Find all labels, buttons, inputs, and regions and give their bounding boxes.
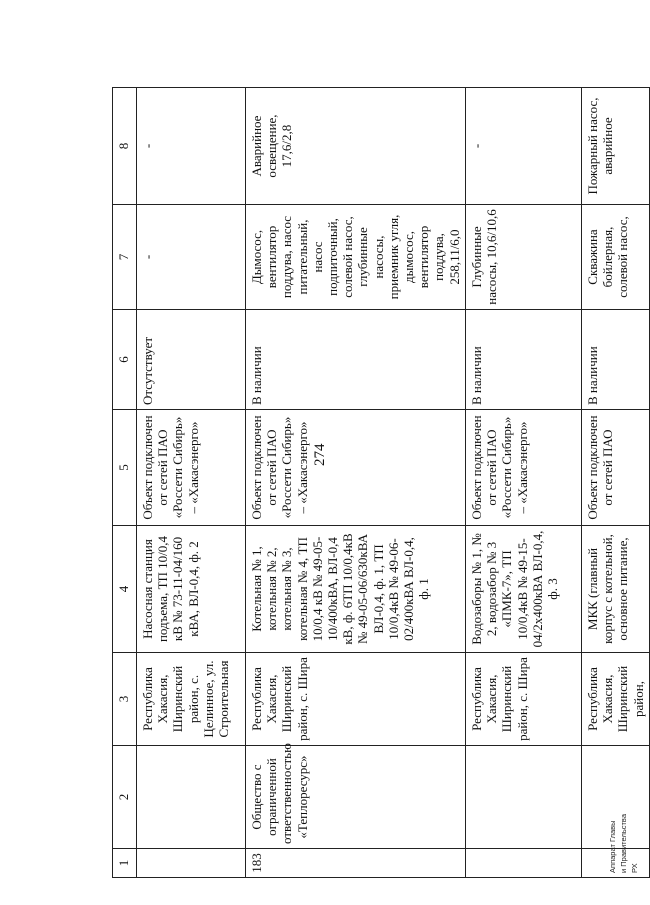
table-row [466, 88, 582, 878]
availability-cell: В наличии [246, 310, 466, 410]
connection-cell: Объект подключен от сетей ПАО «Россети Сибирь» – «Хакасэнерго» [466, 410, 582, 526]
header-cell: 3 [113, 653, 137, 746]
address-cell: Республика Хакасия, Ширинский район, [582, 653, 650, 746]
address-cell: Республика Хакасия, Ширинский район, с. Шира [466, 653, 582, 746]
organization-cell [137, 746, 246, 849]
header-cell: 4 [113, 526, 137, 653]
page-number: 274 [312, 443, 328, 466]
stamp-line: и Правительства РХ [619, 814, 639, 873]
connection-cell: Объект подключен от сетей ПАО «Россети Сибирь» – «Хакасэнерго» [137, 410, 246, 526]
document-table [112, 87, 650, 878]
connection-cell: Объект подключен от сетей ПАО «Россети Сибирь» – «Хакасэнерго» [246, 410, 466, 526]
object-cell: Водозаборы № 1, № 2, водозабор № 3 «ПМК-7», ТП 10/0,4кВ № 49-15-04/2х400кВА ВЛ-0,4, ф. 3 [466, 526, 582, 653]
header-cell: 5 [113, 410, 137, 526]
availability-cell: В наличии [582, 310, 650, 410]
emergency-cell: - [137, 88, 246, 205]
table-row [582, 88, 650, 878]
address-cell: Республика Хакасия, Ширинский район, с. Шира [246, 653, 466, 746]
availability-cell: Отсутствует [137, 310, 246, 410]
table-row [246, 88, 466, 878]
organization-cell: Общество с ограниченной ответственностью «Теплоресурс» [246, 746, 466, 849]
table-header-row [113, 88, 137, 878]
header-cell: 2 [113, 746, 137, 849]
header-cell: 1 [113, 849, 137, 878]
registration-stamp [607, 807, 639, 873]
emergency-cell: Аварийное освещение, 17,6/2,8 [246, 88, 466, 205]
object-cell: МКК (главный корпус с котельной, основное питание, [582, 526, 650, 653]
object-cell: Котельная № 1, котельная № 2, котельная № 3, котельная № 4, ТП 10/0,4 кВ № 49-05-10/400кВА, ВЛ-0,4 кВ, ф. 6ТП 10/0,4кВ № 49-05-06/630кВА ВЛ-0,4, ф. 1, ТП 10/0,4кВ № 49-06-02/400кВА ВЛ-0,4, ф. 1 [246, 526, 466, 653]
header-cell: 6 [113, 310, 137, 410]
header-cell: 7 [113, 205, 137, 310]
equipment-cell: Дымосос, вентилятор поддува, насос питательный, насос подпиточный, солевой насос, глубинные насосы, приемник угля, дымосос, вентилятор поддува, 258,11/6,0 [246, 205, 466, 310]
equipment-cell: - [137, 205, 246, 310]
connection-cell: Объект подключен от сетей ПАО [582, 410, 650, 526]
header-cell: 8 [113, 88, 137, 205]
organization-cell [466, 746, 582, 849]
row-number-cell: 183 [246, 849, 466, 878]
row-number-cell [466, 849, 582, 878]
emergency-cell: - [466, 88, 582, 205]
emergency-cell: Пожарный насос, аварийное [582, 88, 650, 205]
availability-cell: В наличии [466, 310, 582, 410]
equipment-cell: Глубинные насосы, 10,6/10,6 [466, 205, 582, 310]
row-number-cell [137, 849, 246, 878]
equipment-cell: Скважина бойлерная, солевой насос, [582, 205, 650, 310]
stamp-line: Аппарат Главы [608, 820, 617, 873]
object-cell: Насосная станция подъема, ТП 10/0,4 кВ № 73-11-04/160 кВА, ВЛ-0,4, ф. 2 [137, 526, 246, 653]
table-row [137, 88, 246, 878]
address-cell: Республика Хакасия, Ширинский район, с. Целинное, ул. Строительная [137, 653, 246, 746]
